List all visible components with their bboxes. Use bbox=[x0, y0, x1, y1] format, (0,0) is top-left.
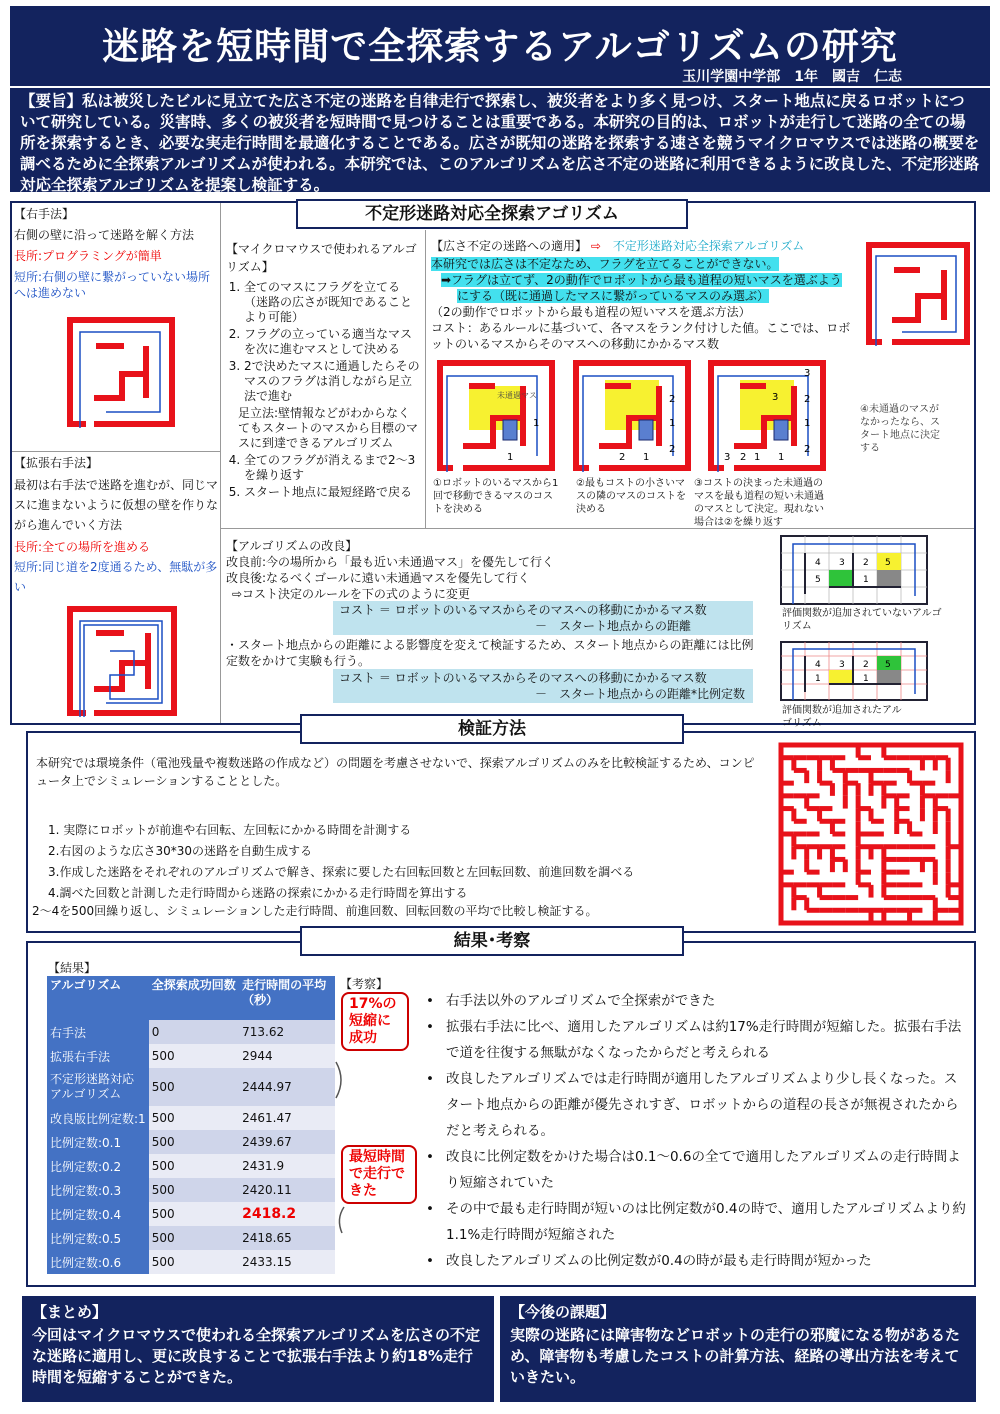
apply-line-1: 本研究では広さは不定なため、フラグを立てることができない。 bbox=[431, 257, 779, 271]
cost-label: 1 bbox=[507, 452, 514, 463]
apply-line-5: コスト：あるルールに基づいて、各マスをランク付けした値。ここでは、ロボットのいるマスからそのマスへの移動にかかるマス数 bbox=[431, 321, 851, 351]
table-row bbox=[47, 1044, 335, 1068]
generated-maze-figure bbox=[778, 742, 964, 926]
formula-1 bbox=[333, 601, 753, 635]
future-title: 【今後の課題】 bbox=[510, 1303, 616, 1321]
micromouse-step: 1. 全てのマスにフラグを立てる（迷路の広さが既知であることより可能） bbox=[244, 280, 422, 325]
cost-label: 1 bbox=[643, 452, 650, 463]
method-step: 4.調べた回数と計測した走行時間から迷路の探索にかかる走行時間を算出する bbox=[48, 886, 468, 900]
right-hand-con: 右側の壁に繋がっていない場所へは進めない bbox=[14, 270, 211, 300]
cost-label: 3 bbox=[724, 452, 731, 463]
table-row bbox=[47, 1106, 335, 1130]
cost-label: 1 bbox=[804, 418, 811, 429]
micromouse-panel bbox=[226, 240, 422, 502]
improve-rule: ⇨コスト決定のルールを下の式のように変更 bbox=[232, 587, 470, 601]
cost-label: 4 bbox=[815, 558, 821, 568]
avg-time-cell: 713.62 bbox=[239, 1020, 335, 1044]
future-box bbox=[500, 1296, 976, 1402]
table-row bbox=[47, 1202, 335, 1226]
summary-box bbox=[22, 1296, 494, 1402]
step4-caption: ④未通過のマスがなかったなら、スタート地点に決定する bbox=[860, 404, 940, 454]
ext-right-hand-panel bbox=[14, 455, 218, 597]
summary-title: 【まとめ】 bbox=[32, 1303, 108, 1321]
con-label: 短所: bbox=[14, 270, 43, 284]
avg-time-cell: 2418.2 bbox=[239, 1202, 335, 1226]
ext-right-hand-maze-figure bbox=[66, 605, 178, 717]
formula-1-line2: － スタート地点からの距離 bbox=[535, 619, 692, 633]
step3-caption: ③コストの決まった未通過のマスを最も道程の短い未通過のマスとして決定。現れない場合は②を繰り返す bbox=[694, 478, 824, 528]
method-step: 2.右図のような広さ30*30の迷路を自動生成する bbox=[48, 844, 312, 858]
success-count-cell: 0 bbox=[149, 1020, 239, 1044]
table-header: 全探索成功回数 bbox=[149, 976, 239, 1020]
cost-label: 5 bbox=[815, 575, 821, 585]
divider bbox=[425, 230, 426, 528]
divider bbox=[220, 203, 221, 723]
pro-label: 長所: bbox=[14, 249, 43, 263]
micromouse-step: 3. 2で決めたマスに通過したらそのマスのフラグは消しながら足立法で進む bbox=[244, 359, 422, 404]
success-count-cell: 500 bbox=[149, 1106, 239, 1130]
adachi-note: 足立法:壁情報などがわからなくてもスタートのマスから目標のマスに到達できるアルゴリズム bbox=[238, 406, 419, 450]
cost-label: 1 bbox=[669, 418, 676, 429]
cost-label: 2 bbox=[619, 452, 626, 463]
algorithm-cell: 右手法 bbox=[47, 1020, 149, 1044]
algorithm-cell: 不定形迷路対応アルゴリズム bbox=[47, 1068, 149, 1106]
cost-label: 2 bbox=[804, 444, 811, 455]
cost-label: 1 bbox=[863, 674, 869, 684]
apply-maze-figure bbox=[866, 242, 970, 346]
discussion-item: • 改良したアルゴリズムの比例定数が0.4の時が最も走行時間が短かった bbox=[420, 1248, 968, 1274]
avg-time-cell: 2418.65 bbox=[239, 1226, 335, 1250]
method-steps bbox=[48, 820, 768, 904]
method-repeat: 2〜4を500回繰り返し、シミュレーションした走行時間、前進回数、回転回数の平均で比較し検証する。 bbox=[32, 904, 598, 918]
cost-label: 3 bbox=[804, 368, 811, 379]
micromouse-title: 【マイクロマウスで使われるアルゴリズム】 bbox=[226, 242, 417, 274]
discussion-item: • 改良したアルゴリズムでは走行時間が適用したアルゴリズムより少し長くなった。スタート地点からの距離が優先されすぎ、ロボットからの道程の長さが無視されたからだと考えられる。 bbox=[420, 1066, 968, 1144]
algorithm-cell: 比例定数:0.4 bbox=[47, 1202, 149, 1226]
cost-label: 2 bbox=[863, 558, 869, 568]
cost-label: 4 bbox=[815, 660, 821, 670]
ext-right-hand-con: 同じ道を2度通るため、無駄が多い bbox=[14, 560, 218, 594]
improve-after: 改良後:なるべくゴールに遠い未通過マスを優先して行く bbox=[226, 571, 530, 585]
success-count-cell: 500 bbox=[149, 1202, 239, 1226]
divider bbox=[221, 528, 974, 529]
apply-algo-name: 不定形迷路対応全探索アルゴリズム bbox=[612, 239, 805, 253]
right-hand-panel bbox=[14, 206, 218, 301]
right-hand-pro: プログラミングが簡単 bbox=[42, 249, 162, 263]
table-header: 走行時間の平均（秒） bbox=[239, 976, 335, 1020]
formula-2-line2: － スタート地点からの距離*比例定数 bbox=[535, 687, 746, 701]
consider-label: 【考察】 bbox=[340, 977, 389, 991]
success-count-cell: 500 bbox=[149, 1154, 239, 1178]
eval-figure-with bbox=[779, 640, 929, 702]
cost-label: 1 bbox=[533, 418, 540, 429]
table-row bbox=[47, 1178, 335, 1202]
discussion-item: • 改良に比例定数をかけた場合は0.1〜0.6の全てで適用したアルゴリズムの走行時間より短縮されていた bbox=[420, 1144, 968, 1196]
future-text: 実際の迷路には障害物などロボットの走行の邪魔になる物があるため、障害物も考慮したコストの計算方法、経路の導出方法を考えていきたい。 bbox=[510, 1326, 961, 1386]
success-count-cell: 500 bbox=[149, 1044, 239, 1068]
cost-label: 5 bbox=[885, 558, 891, 568]
algorithm-cell: 比例定数:0.3 bbox=[47, 1178, 149, 1202]
cost-label: 1 bbox=[863, 575, 869, 585]
step1-caption: ①ロボットのいるマスから1回で移動できるマスのコストを決める bbox=[433, 478, 559, 515]
discussion-item: • その中で最も走行時間が短いのは比例定数が0.4の時で、適用したアルゴリズムより約1.1%走行時間が短縮された bbox=[420, 1196, 968, 1248]
fig3-number: 3 bbox=[772, 392, 779, 403]
method-intro: 本研究では環境条件（電池残量や複数迷路の作成など）の問題を考慮させないで、探索アルゴリズムのみを比較検証するため、コンピュータ上でシミュレーションすることとした。 bbox=[36, 756, 755, 788]
success-count-cell: 500 bbox=[149, 1178, 239, 1202]
discussion-list bbox=[420, 988, 968, 1274]
avg-time-cell: 2461.47 bbox=[239, 1106, 335, 1130]
table-row bbox=[47, 1226, 335, 1250]
results-section-heading: 結果･考察 bbox=[300, 926, 684, 956]
apply-title: 【広さ不定の迷路への適用】 bbox=[431, 239, 588, 253]
right-hand-maze-figure bbox=[66, 316, 176, 428]
improve-before: 改良前:今の場所から「最も近い未通過マス」を優先して行く bbox=[226, 555, 555, 569]
ext-right-hand-title: 【拡張右手法】 bbox=[14, 456, 99, 470]
discussion-item: • 拡張右手法に比べ、適用したアルゴリズムは約17%走行時間が短縮した。拡張右手法で道を往復する無駄がなくなったからだと考えられる bbox=[420, 1014, 968, 1066]
cost-label: 2 bbox=[669, 394, 676, 405]
summary-text: 今回はマイクロマウスで使われる全探索アルゴリズムを広さの不定な迷路に適用し、更に改良することで拡張右手法より約18%走行時間を短縮することができた。 bbox=[32, 1326, 481, 1386]
results-label: 【結果】 bbox=[48, 961, 97, 975]
table-row bbox=[47, 1154, 335, 1178]
table-row bbox=[47, 1020, 335, 1044]
success-count-cell: 500 bbox=[149, 1250, 239, 1274]
apply-line-3: にする（既に通過したマスに繋がっているマスのみ選ぶ） bbox=[457, 289, 770, 303]
cost-label: 5 bbox=[885, 660, 891, 670]
success-count-cell: 500 bbox=[149, 1226, 239, 1250]
improve-title: 【アルゴリズムの改良】 bbox=[226, 539, 358, 553]
eval-caption-a: 評価関数が追加されていないアルゴリズム bbox=[782, 608, 942, 632]
author-line: 玉川学園中学部 1年 國吉 仁志 bbox=[682, 69, 902, 85]
cost-label: 2 bbox=[740, 452, 747, 463]
arrow-icon: ⇨ bbox=[590, 239, 601, 253]
micromouse-step: 2. フラグの立っている適当なマスを次に進むマスとして決める bbox=[244, 327, 422, 357]
micromouse-step: 4. 全てのフラグが消えるまで2〜3を繰り返す bbox=[244, 453, 422, 483]
cost-label: 2 bbox=[804, 394, 811, 405]
method-step: 3.作成した迷路をそれぞれのアルゴリズムで解き、探索に要した右回転回数と左回転回数、前進回数を調べる bbox=[48, 865, 635, 879]
cost-label: 1 bbox=[778, 452, 785, 463]
algorithm-cell: 比例定数:0.5 bbox=[47, 1226, 149, 1250]
curved-arrow-icon bbox=[334, 1060, 348, 1100]
micromouse-step: 5. スタート地点に最短経路で戻る bbox=[244, 485, 422, 500]
formula-1-line1: コスト ＝ ロボットのいるマスからそのマスへの移動にかかるマス数 bbox=[339, 603, 707, 617]
step2-figure bbox=[573, 360, 691, 472]
algorithm-cell: 改良版比例定数:1 bbox=[47, 1106, 149, 1130]
callout-fastest: 最短時間で走行できた bbox=[341, 1145, 417, 1204]
avg-time-cell: 2420.11 bbox=[239, 1178, 335, 1202]
success-count-cell: 500 bbox=[149, 1068, 239, 1106]
ext-right-hand-pro: 全ての場所を進める bbox=[42, 540, 151, 554]
arrow-icon bbox=[334, 1205, 348, 1235]
title-banner bbox=[10, 6, 990, 86]
algorithm-cell: 比例定数:0.2 bbox=[47, 1154, 149, 1178]
algorithm-cell: 拡張右手法 bbox=[47, 1044, 149, 1068]
discussion-item: • 右手法以外のアルゴリズムで全探索ができた bbox=[420, 988, 968, 1014]
step2-caption: ②最もコストの小さいマスの隣のマスのコストを決める bbox=[576, 478, 686, 515]
apply-line-4: （2の動作でロボットから最も道程の短いマスを選ぶ方法） bbox=[431, 305, 751, 319]
con-label: 短所: bbox=[14, 560, 43, 574]
algorithm-section-heading: 不定形迷路対応全探索アゴリズム bbox=[296, 199, 688, 229]
avg-time-cell: 2433.15 bbox=[239, 1250, 335, 1274]
success-count-cell: 500 bbox=[149, 1130, 239, 1154]
apply-line-2: ➡フラグは立てず、2の動作でロボットから最も道程の短いマスを選ぶよう bbox=[441, 273, 842, 287]
right-hand-desc: 右側の壁に沿って迷路を解く方法 bbox=[14, 228, 195, 242]
table-row bbox=[47, 1130, 335, 1154]
method-step: 1. 実際にロボットが前進や右回転、左回転にかかる時間を計測する bbox=[48, 823, 412, 837]
fig1-label: 未通過マス bbox=[497, 391, 537, 400]
apply-panel bbox=[431, 238, 861, 352]
cost-label: 1 bbox=[754, 452, 761, 463]
results-table bbox=[47, 976, 335, 1274]
right-hand-title: 【右手法】 bbox=[14, 207, 75, 221]
divider bbox=[12, 451, 220, 452]
step3-figure bbox=[708, 360, 826, 472]
cost-label: 3 bbox=[839, 558, 845, 568]
avg-time-cell: 2944 bbox=[239, 1044, 335, 1068]
eval-figure-without bbox=[779, 534, 929, 606]
avg-time-cell: 2431.9 bbox=[239, 1154, 335, 1178]
callout-17-percent: 17%の短縮に成功 bbox=[341, 992, 409, 1051]
improve-panel bbox=[226, 538, 766, 602]
step1-figure bbox=[437, 360, 555, 472]
formula-2-line1: コスト ＝ ロボットのいるマスからそのマスへの移動にかかるマス数 bbox=[339, 671, 707, 685]
pro-label: 長所: bbox=[14, 540, 43, 554]
table-header: アルゴリズム bbox=[47, 976, 149, 1020]
eval-caption-b: 評価関数が追加されたアルゴリズム bbox=[782, 705, 902, 729]
avg-time-cell: 2439.67 bbox=[239, 1130, 335, 1154]
cost-label: 2 bbox=[669, 444, 676, 455]
avg-time-cell: 2444.97 bbox=[239, 1068, 335, 1106]
formula-2 bbox=[333, 669, 753, 703]
method-section-heading: 検証方法 bbox=[300, 714, 684, 744]
ext-right-hand-desc: 最初は右手法で迷路を進むが、同じマスに進まないように仮想の壁を作りながら進んでいく方法 bbox=[14, 478, 219, 532]
abstract-box: 【要旨】私は被災したビルに見立てた広さ不定の迷路を自律走行で探索し、被災者をより多く見つけ、スタート地点に戻るロボットについて研究している。災害時、多くの被災者を短時間で見つけることは重要である。本研究の目的は、ロボットが走行して迷路の全ての場所を探索するとき、必要な実走行時間を最適化することである。広さが既知の迷路を探索する速さを競うマイクロマウスでは迷路の概要を調べるために全探索アルゴリズムが使われる。本研究では、このアルゴリズムを広さ不定の迷路に利用できるように改良した、不定形迷路対応全探索アルゴリズムを提案し検証する。 bbox=[10, 88, 990, 192]
table-row bbox=[47, 1250, 335, 1274]
cost-label: 3 bbox=[839, 660, 845, 670]
cost-label: 2 bbox=[863, 660, 869, 670]
algorithm-cell: 比例定数:0.6 bbox=[47, 1250, 149, 1274]
improve-note: ・スタート地点からの距離による影響度を変えて検証するため、スタート地点からの距離には比例定数をかけて実験も行う。 bbox=[226, 638, 754, 668]
table-row bbox=[47, 1068, 335, 1106]
page-title: 迷路を短時間で全探索するアルゴリズムの研究 bbox=[102, 25, 898, 68]
cost-label: 1 bbox=[815, 674, 821, 684]
algorithm-cell: 比例定数:0.1 bbox=[47, 1130, 149, 1154]
